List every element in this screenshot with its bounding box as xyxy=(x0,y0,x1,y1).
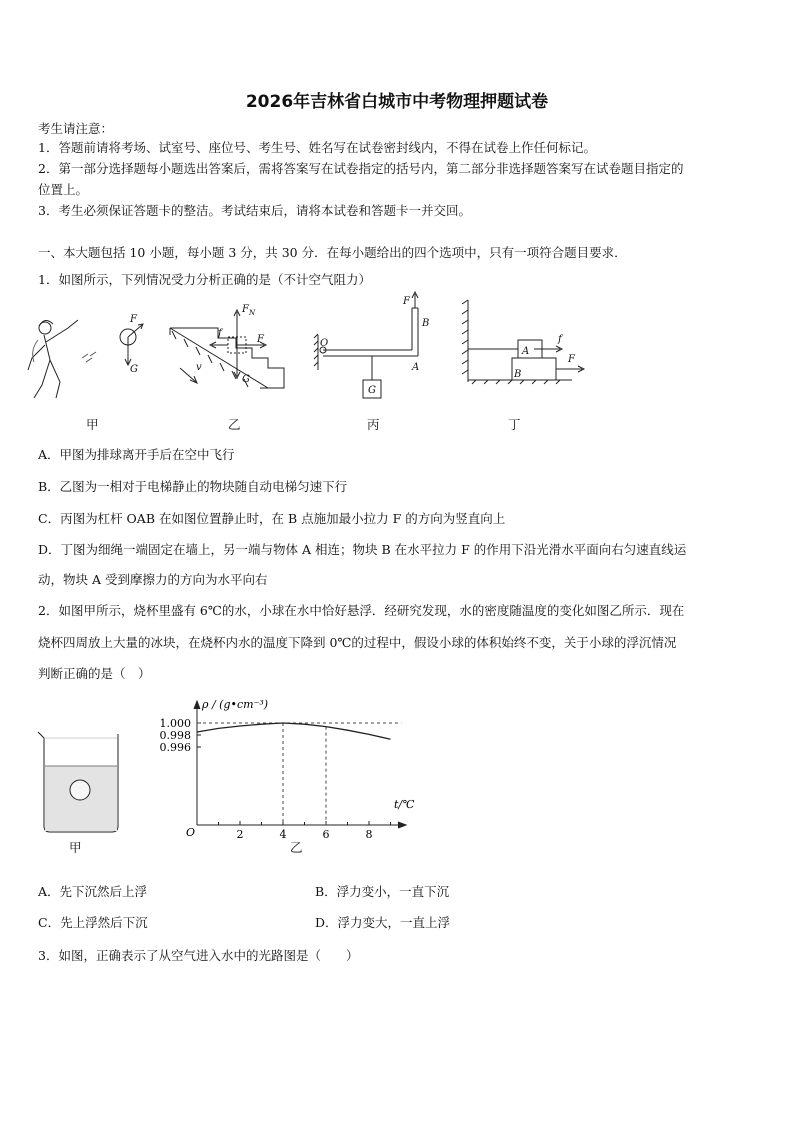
x-tick-label: 2 xyxy=(236,828,244,841)
x-tick-label: 6 xyxy=(322,828,330,841)
blocks-figure xyxy=(462,300,584,384)
notice-item: 2．第一部分选择题每小题选出答案后，需将答案写在试卷指定的括号内，第二部分非选择题答案写在试卷题目指定的 xyxy=(38,161,684,176)
y-tick-label: 1.000 xyxy=(159,717,191,730)
density-curve xyxy=(197,723,391,739)
figure-caption-ding: 丁 xyxy=(508,417,521,432)
x-tick-label: 8 xyxy=(365,828,373,841)
y-tick-label: 0.998 xyxy=(159,729,191,742)
question-3-stem: 3．如图，正确表示了从空气进入水中的光路图是（ ） xyxy=(38,948,359,963)
y-tick-label: 0.996 xyxy=(159,741,191,754)
option-d-continued: 动，物块 A 受到摩擦力的方向为水平向右 xyxy=(38,572,268,587)
figure-caption-yi: 乙 xyxy=(290,840,303,855)
point-b-label: B xyxy=(422,318,430,329)
figure-caption-jia: 甲 xyxy=(69,840,82,855)
question-2-stem: 判断正确的是（ ） xyxy=(38,666,151,681)
pivot-label: O xyxy=(320,338,329,349)
question-2-stem: 烧杯四周放上大量的冰块，在烧杯内水的温度下降到 0℃的过程中，假设小球的体积始终不变，关于小球的浮沉情况 xyxy=(38,635,677,650)
figure-caption-yi: 乙 xyxy=(228,417,241,432)
normal-force-label: F xyxy=(242,304,249,315)
escalator-figure xyxy=(170,310,284,388)
normal-force-subscript: N xyxy=(249,309,256,317)
notice-item: 3．考生必须保证答题卡的整洁。考试结束后，请将本试卷和答题卡一并交回。 xyxy=(38,203,471,218)
friction-label: f xyxy=(218,328,222,339)
notice-heading: 考生请注意： xyxy=(38,121,114,136)
friction-label: f xyxy=(558,334,562,345)
velocity-label: v xyxy=(196,362,202,373)
force-label: F xyxy=(257,334,264,345)
figure-caption-jia: 甲 xyxy=(86,417,99,432)
gravity-label: G xyxy=(130,364,138,375)
option-b: B．乙图为一相对于电梯静止的物块随自动电梯匀速下行 xyxy=(38,479,348,494)
block-a-label: A xyxy=(522,346,530,357)
force-label: F xyxy=(130,314,137,325)
option-c: C．先上浮然后下沉 xyxy=(38,915,148,930)
page-title: 2026年吉林省白城市中考物理押题试卷 xyxy=(245,92,549,112)
option-a: A．先下沉然后上浮 xyxy=(38,884,148,899)
volleyball-player-figure xyxy=(28,320,96,398)
y-axis-label: ρ / (g•cm⁻³) xyxy=(202,698,269,711)
option-a: A．甲图为排球离开手后在空中飞行 xyxy=(38,447,235,462)
option-d: D．浮力变大，一直上浮 xyxy=(315,915,451,930)
option-c: C．丙图为杠杆 OAB 在如图位置静止时，在 B 点施加最小拉力 F 的方向为竖直向上 xyxy=(38,511,506,526)
option-d: D．丁图为细绳一端固定在墙上，另一端与物体 A 相连；物块 B 在水平拉力 F 的作用下沿光滑水平面向右匀速直线运 xyxy=(38,542,687,557)
figure-caption-bing: 丙 xyxy=(367,417,380,432)
force-label: F xyxy=(568,354,575,365)
question-2-stem: 2．如图甲所示，烧杯里盛有 6℃的水，小球在水中恰好悬浮．经研究发现，水的密度随温度的变化如图乙所示．现在 xyxy=(38,603,685,618)
gravity-label: G xyxy=(242,374,250,385)
origin-label: O xyxy=(186,826,196,839)
x-tick-label: 4 xyxy=(279,828,287,841)
lever-figure xyxy=(314,292,418,398)
x-axis-label: t/℃ xyxy=(394,798,415,811)
option-b: B．浮力变小，一直下沉 xyxy=(315,884,450,899)
block-b-label: B xyxy=(514,369,522,380)
section-heading: 一、本大题包括 10 小题，每小题 3 分，共 30 分．在每小题给出的四个选项中，只有一项符合题目要求． xyxy=(38,245,627,260)
weight-label: G xyxy=(368,385,376,396)
notice-item: 1．答题前请将考场、试室号、座位号、考生号、姓名写在试卷密封线内，不得在试卷上作任何标记。 xyxy=(38,140,596,155)
notice-item: 位置上。 xyxy=(38,182,89,197)
question-1-stem: 1．如图所示，下列情况受力分析正确的是（不计空气阻力） xyxy=(38,272,371,287)
density-chart xyxy=(150,695,415,845)
force-label: F xyxy=(403,296,410,307)
point-a-label: A xyxy=(412,362,420,373)
q1-figures xyxy=(20,290,640,440)
beaker-figure xyxy=(30,728,130,838)
